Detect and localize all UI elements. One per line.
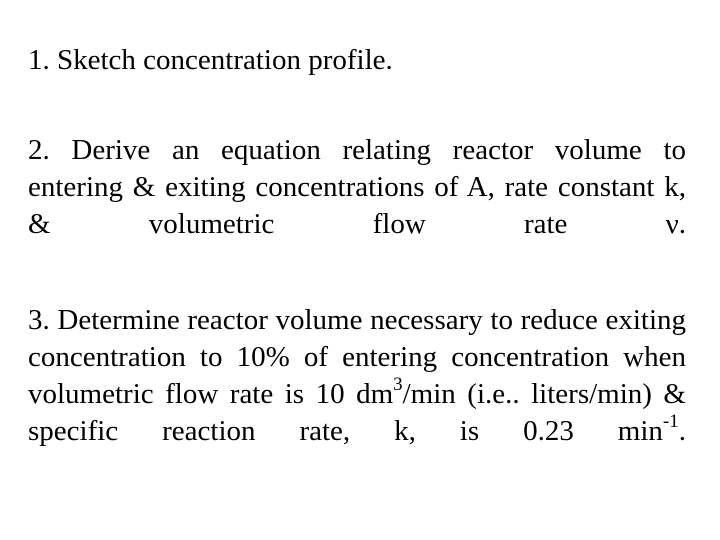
item-text-line: entering concentration when volumetric flow xyxy=(28,341,686,410)
superscript-exponent: 3 xyxy=(393,374,403,396)
item-text-line: reduce exiting concentration to 10% of xyxy=(28,304,687,373)
item-text-line xyxy=(162,411,686,447)
text-fragment: rate is 10 dm xyxy=(229,378,394,410)
problem-item-1 xyxy=(28,42,686,79)
problem-item-2 xyxy=(28,132,686,280)
item-text-line: Determine reactor volume necessary to xyxy=(57,304,513,336)
text-fragment: /min (i.e.. liters/min) & specific xyxy=(28,378,686,447)
item-text-line: Derive an equation relating reactor volume xyxy=(71,134,642,166)
item-text-line: to entering & exiting concentrations of A, rate xyxy=(28,134,687,203)
superscript-exponent: -1 xyxy=(662,411,679,433)
item-number: 2. xyxy=(28,134,50,166)
item-number: 3. xyxy=(28,304,50,336)
text-fragment: . xyxy=(678,415,686,447)
item-text-line: constant k, & volumetric flow rate ν. xyxy=(28,171,686,240)
problem-item-3 xyxy=(28,302,686,487)
item-number: 1. xyxy=(28,44,50,76)
item-text: Sketch concentration profile. xyxy=(57,44,393,76)
text-fragment: reaction rate, k, is 0.23 min xyxy=(162,415,663,447)
